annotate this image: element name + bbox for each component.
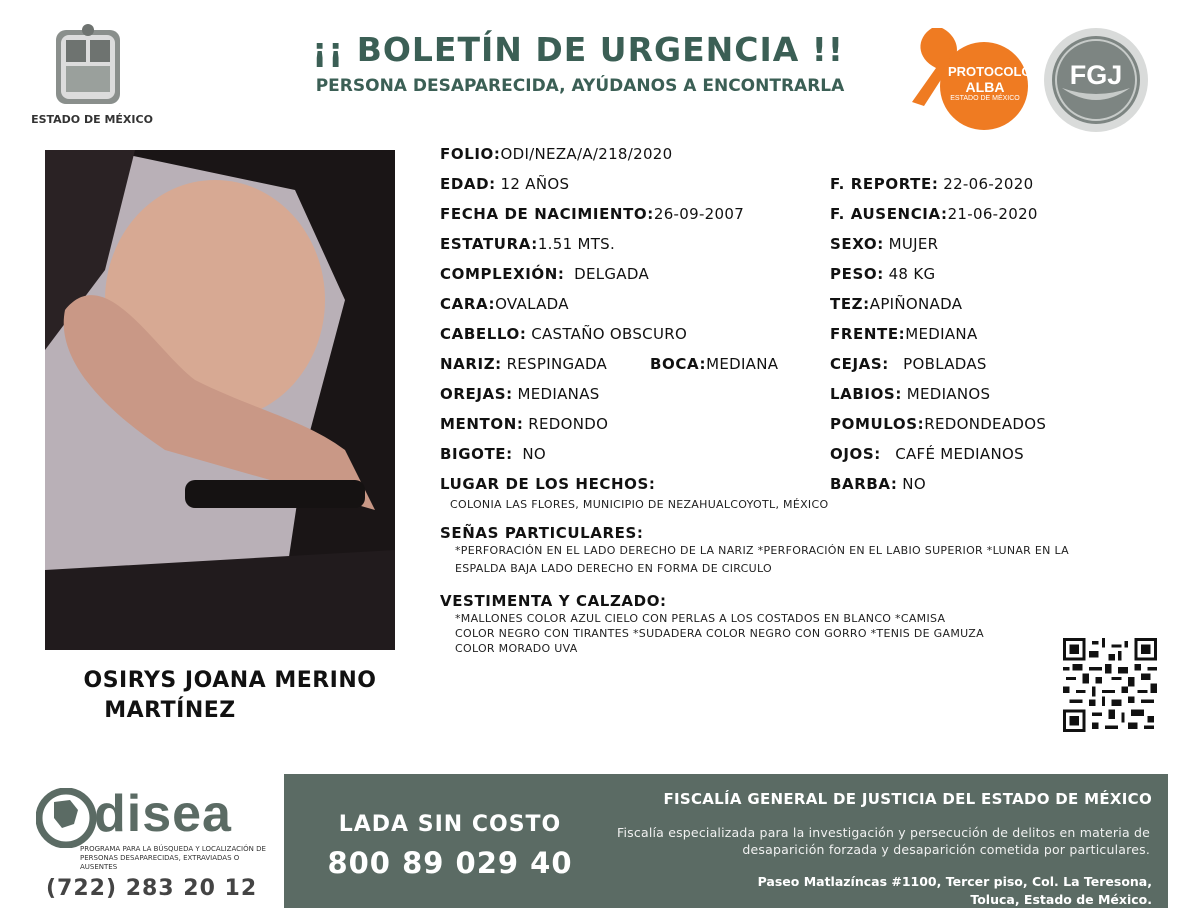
label-pomulos: POMULOS: xyxy=(830,415,925,433)
label-menton: MENTON: xyxy=(440,415,524,433)
field-complexion xyxy=(440,265,649,283)
alba-alba-text: ALBA xyxy=(965,79,1005,95)
label-tez: TEZ: xyxy=(830,295,870,313)
protocolo-alba-logo xyxy=(902,24,1032,132)
value-barba: NO xyxy=(902,475,926,493)
value-peso: 48 KG xyxy=(888,265,936,283)
value-sexo: MUJER xyxy=(888,235,939,253)
address-line1: Paseo Matlazíncas #1100, Tercer piso, Col. La Teresona, xyxy=(757,874,1152,889)
field-bigote xyxy=(440,445,546,463)
field-pomulos xyxy=(830,415,1046,433)
person-name-line2: MARTÍNEZ xyxy=(104,698,236,723)
value-complexion: DELGADA xyxy=(574,265,650,283)
label-estatura: ESTATURA: xyxy=(440,235,538,253)
alba-protocolo-text: PROTOCOLO xyxy=(948,64,1032,79)
field-edad xyxy=(440,175,569,193)
label-f-ausencia: F. AUSENCIA: xyxy=(830,205,948,223)
value-boca: MEDIANA xyxy=(706,355,779,373)
field-ojos xyxy=(830,445,1024,463)
label-cara: CARA: xyxy=(440,295,496,313)
value-menton: REDONDO xyxy=(528,415,609,433)
value-folio: ODI/NEZA/A/218/2020 xyxy=(500,145,673,163)
value-f-reporte: 22-06-2020 xyxy=(943,175,1034,193)
label-orejas: OREJAS: xyxy=(440,385,513,403)
qr-code[interactable] xyxy=(1063,638,1157,732)
field-labios xyxy=(830,385,990,403)
label-boca: BOCA: xyxy=(650,355,707,373)
field-menton xyxy=(440,415,608,433)
senas-particulares-heading: SEÑAS PARTICULARES: xyxy=(440,524,644,542)
fgj-text: FGJ xyxy=(1069,60,1123,90)
label-cabello: CABELLO: xyxy=(440,325,527,343)
label-lugar-hechos: LUGAR DE LOS HECHOS: xyxy=(440,475,656,493)
value-labios: MEDIANOS xyxy=(906,385,991,403)
value-ojos: CAFÉ MEDIANOS xyxy=(895,445,1024,463)
label-nariz: NARIZ: xyxy=(440,355,502,373)
field-tez xyxy=(830,295,962,313)
field-f-reporte xyxy=(830,175,1033,193)
missing-person-photo xyxy=(45,150,395,650)
fiscalia-description: Fiscalía especializada para la investigación y persecución de delitos en materia de desaparición forzada y desaparición cometida por particulares. xyxy=(617,825,1150,857)
alba-estado-text: ESTADO DE MÉXICO xyxy=(950,95,1020,102)
vestimenta-heading: VESTIMENTA Y CALZADO: xyxy=(440,592,667,610)
field-peso xyxy=(830,265,935,283)
field-cabello xyxy=(440,325,687,343)
address-line2: Toluca, Estado de México. xyxy=(970,892,1152,907)
bulletin-title: ¡¡ BOLETÍN DE URGENCIA !! xyxy=(312,30,844,69)
field-sexo xyxy=(830,235,938,253)
label-folio: FOLIO: xyxy=(440,145,501,163)
label-frente: FRENTE: xyxy=(830,325,906,343)
label-barba: BARBA: xyxy=(830,475,898,493)
value-nariz: RESPINGADA xyxy=(506,355,608,373)
field-boca xyxy=(650,355,778,373)
value-tez: APIÑONADA xyxy=(869,295,963,313)
value-orejas: MEDIANAS xyxy=(517,385,600,403)
label-f-reporte: F. REPORTE: xyxy=(830,175,939,193)
field-orejas xyxy=(440,385,600,403)
odisea-caption: PROGRAMA PARA LA BÚSQUEDA Y LOCALIZACIÓN DE PERSONAS DESAPARECIDAS, EXTRAVIADAS O AUSENTES xyxy=(80,845,266,871)
field-nariz xyxy=(440,355,607,373)
field-fecha-nacimiento xyxy=(440,205,744,223)
bulletin-subtitle: PERSONA DESAPARECIDA, AYÚDANOS A ENCONTRARLA xyxy=(315,76,845,96)
fiscalia-title: FISCALÍA GENERAL DE JUSTICIA DEL ESTADO DE MÉXICO xyxy=(663,790,1152,808)
lada-phone-number[interactable]: 800 89 029 40 xyxy=(327,846,573,880)
field-lugar-hechos xyxy=(440,475,656,493)
person-name-line1: OSIRYS JOANA MERINO xyxy=(83,668,377,693)
senas-line1: *PERFORACIÓN EN EL LADO DERECHO DE LA NARIZ *PERFORACIÓN EN EL LABIO SUPERIOR *LUNAR EN LA xyxy=(455,544,1070,557)
label-ojos: OJOS: xyxy=(830,445,881,463)
field-f-ausencia xyxy=(830,205,1038,223)
label-labios: LABIOS: xyxy=(830,385,902,403)
estado-de-mexico-shield-logo xyxy=(52,22,124,108)
odisea-phone[interactable]: (722) 283 20 12 xyxy=(46,876,258,901)
label-edad: EDAD: xyxy=(440,175,496,193)
value-fecha-nacimiento: 26-09-2007 xyxy=(653,205,745,223)
label-complexion: COMPLEXIÓN: xyxy=(440,265,565,283)
value-cejas: POBLADAS xyxy=(903,355,987,373)
value-bigote: NO xyxy=(522,445,546,463)
vestimenta-line2: COLOR NEGRO CON TIRANTES *SUDADERA COLOR NEGRO CON GORRO *TENIS DE GAMUZA xyxy=(455,627,984,640)
field-barba xyxy=(830,475,926,493)
value-cara: OVALADA xyxy=(495,295,569,313)
value-lugar-hechos: COLONIA LAS FLORES, MUNICIPIO DE NEZAHUALCOYOTL, MÉXICO xyxy=(450,498,829,511)
value-cabello: CASTAÑO OBSCURO xyxy=(531,325,688,343)
label-bigote: BIGOTE: xyxy=(440,445,513,463)
label-peso: PESO: xyxy=(830,265,884,283)
value-edad: 12 AÑOS xyxy=(500,175,570,193)
fgj-seal-logo xyxy=(1042,26,1150,134)
field-frente xyxy=(830,325,978,343)
vestimenta-line1: *MALLONES COLOR AZUL CIELO CON PERLAS A LOS COSTADOS EN BLANCO *CAMISA xyxy=(455,612,946,625)
label-sexo: SEXO: xyxy=(830,235,884,253)
vestimenta-line3: COLOR MORADO UVA xyxy=(455,642,578,655)
label-cejas: CEJAS: xyxy=(830,355,889,373)
senas-line2: ESPALDA BAJA LADO DERECHO EN FORMA DE CIRCULO xyxy=(455,562,772,575)
field-folio xyxy=(440,145,673,163)
value-estatura: 1.51 MTS. xyxy=(537,235,616,253)
value-pomulos: REDONDEADOS xyxy=(924,415,1047,433)
value-f-ausencia: 21-06-2020 xyxy=(947,205,1038,223)
odisea-brand-text: disea xyxy=(94,785,232,843)
estado-de-mexico-label: ESTADO DE MÉXICO xyxy=(31,113,153,126)
odisea-logo xyxy=(36,785,270,848)
value-frente: MEDIANA xyxy=(905,325,978,343)
field-cejas xyxy=(830,355,987,373)
field-cara xyxy=(440,295,569,313)
label-fecha-nacimiento: FECHA DE NACIMIENTO: xyxy=(440,205,654,223)
lada-sin-costo-label: LADA SIN COSTO xyxy=(338,812,562,837)
field-estatura xyxy=(440,235,615,253)
